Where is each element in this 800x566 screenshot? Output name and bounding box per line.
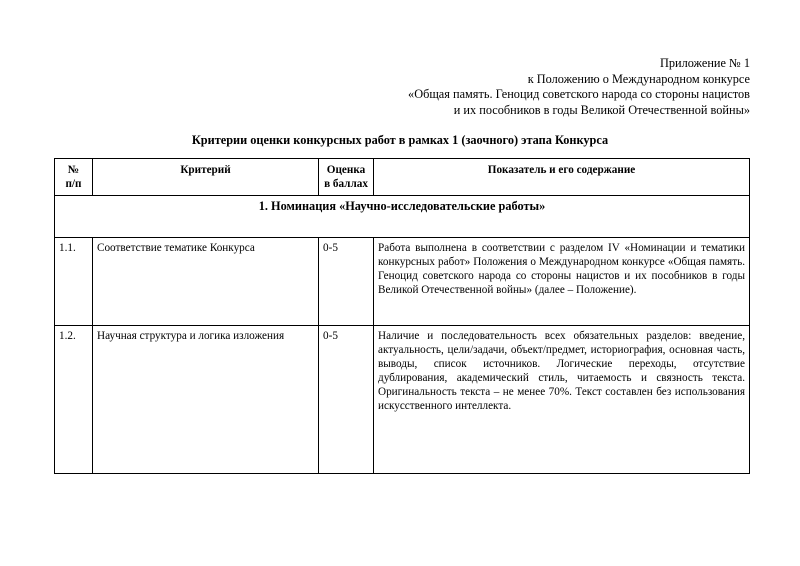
annex-heading <box>408 56 750 118</box>
header-number-line-1: № <box>67 164 80 176</box>
header-score-line-1: Оценка <box>326 164 366 176</box>
row-number: 1.2. <box>55 326 93 474</box>
annex-line-2: к Положению о Международном конкурсе <box>527 71 750 86</box>
header-number <box>55 159 93 196</box>
table-row <box>55 326 750 474</box>
row-criterion: Научная структура и логика изложения <box>93 326 319 474</box>
criteria-table <box>54 158 750 474</box>
header-indicator: Показатель и его содержание <box>374 159 750 196</box>
section-row <box>55 196 750 238</box>
annex-line-1: Приложение № 1 <box>659 56 750 70</box>
row-score: 0-5 <box>319 326 374 474</box>
header-criterion: Критерий <box>93 159 319 196</box>
row-indicator: Наличие и последовательность всех обязательных разделов: введение, актуальность, цели/задачи, объект/предмет, историография, основная часть, выводы, список источников. Логические переходы, отсутствие дублирования, академический стиль, читаемость и связность текста. Оригинальность текста – не менее 70%. Текст составлен без использования искусственного интеллекта. <box>374 326 750 474</box>
row-criterion: Соответствие тематике Конкурса <box>93 238 319 326</box>
row-indicator: Работа выполнена в соответствии с разделом IV «Номинации и тематики конкурсных работ» Положения о Международном конкурсе «Общая память. Геноцид советского народа со стороны нацистов и их пособников в годы Великой Отечественной войны» (далее – Положение). <box>374 238 750 326</box>
annex-line-4: и их пособников в годы Великой Отечественной войны» <box>453 102 750 117</box>
section-title: 1. Номинация «Научно-исследовательские работы» <box>55 196 750 238</box>
header-score <box>319 159 374 196</box>
annex-line-3: «Общая память. Геноцид советского народа со стороны нацистов <box>408 87 750 101</box>
row-number: 1.1. <box>55 238 93 326</box>
header-score-line-2: в баллах <box>324 178 368 190</box>
header-number-line-2: п/п <box>65 178 82 190</box>
header-row <box>55 159 750 196</box>
row-score: 0-5 <box>319 238 374 326</box>
document-title: Критерии оценки конкурсных работ в рамках 1 (заочного) этапа Конкурса <box>191 133 609 147</box>
table-row <box>55 238 750 326</box>
